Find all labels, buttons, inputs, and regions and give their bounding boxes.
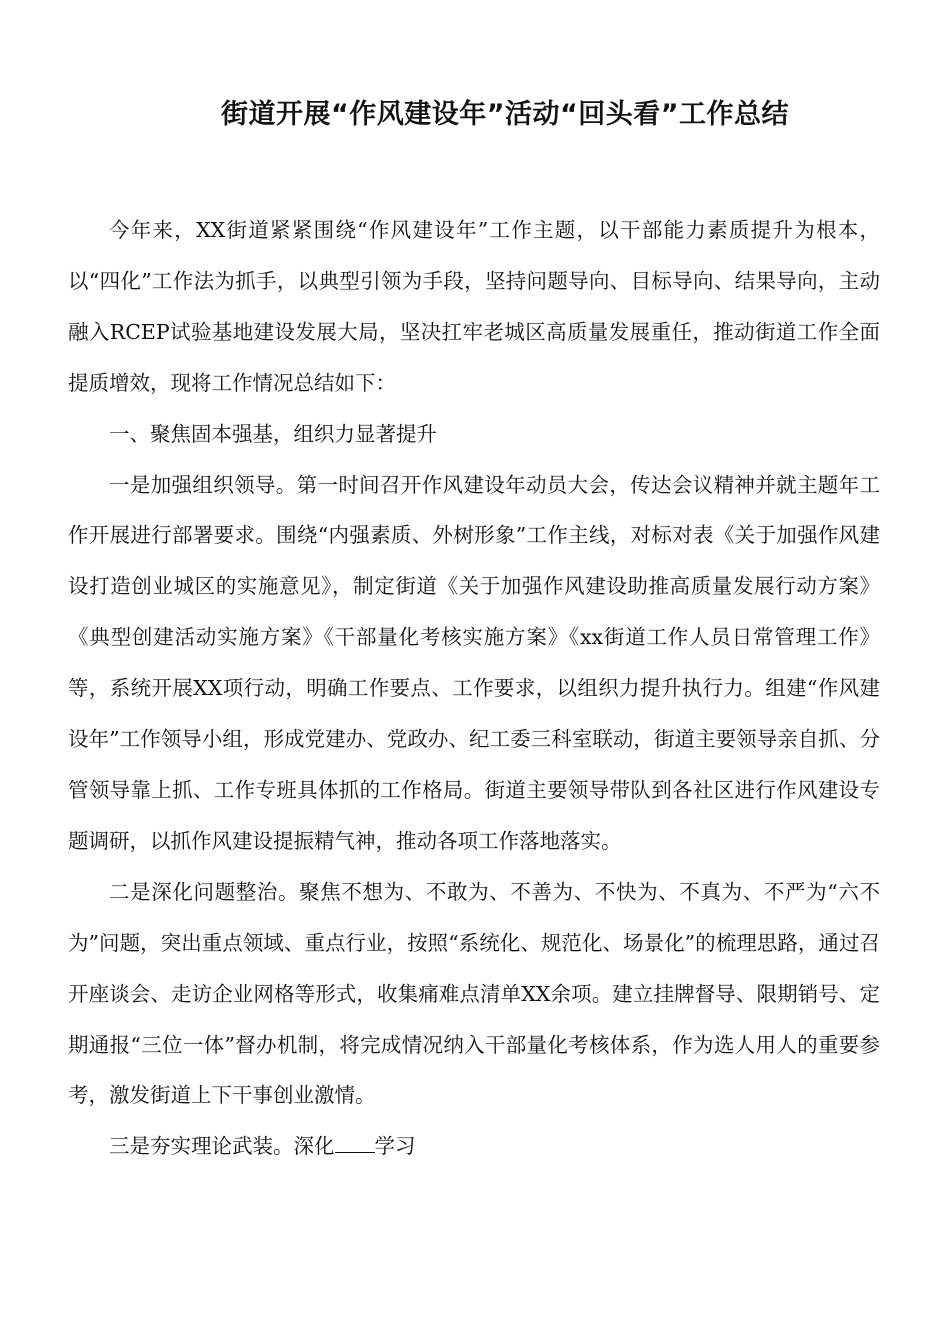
paragraph-text-before-blank: 三是夯实理论武装。深化 (109, 1134, 335, 1159)
section-heading: 一、聚焦固本强基，组织力显著提升 (109, 421, 437, 446)
document-body (68, 205, 880, 1172)
body-paragraph: 二是深化问题整治。聚焦不想为、不敢为、不善为、不快为、不真为、不严为“六不为”问题，突出重点领域、重点行业，按照“系统化、规范化、场景化”的梳理思路，通过召开座谈会、走访企业网格等形式，收集痛难点清单XX余项。建立挂牌督导、限期销号、定期通报“三位一体”督办机制，将完成情况纳入干部量化考核体系，作为选人用人的重要参考，激发街道上下干事创业激情。 (68, 879, 880, 1108)
paragraph-text-after-blank: 学习 (374, 1134, 416, 1159)
body-paragraph: 一是加强组织领导。第一时间召开作风建设年动员大会，传达会议精神并就主题年工作开展进行部署要求。围绕“内强素质、外树形象”工作主线，对标对表《关于加强作风建设打造创业城区的实施意见》，制定街道《关于加强作风建设助推高质量发展行动方案》《典型创建活动实施方案》《干部量化考核实施方案》《xx街道工作人员日常管理工作》等，系统开展XX项行动，明确工作要点、工作要求，以组织力提升执行力。组建“作风建设年”工作领导小组，形成党建办、党政办、纪工委三科室联动，街道主要领导亲自抓、分管领导靠上抓、工作专班具体抓的工作格局。街道主要领导带队到各社区进行作风建设专题调研，以抓作风建设提振精气神，推动各项工作落地落实。 (68, 472, 880, 853)
body-paragraph-truncated (68, 1121, 880, 1172)
fill-in-blank-line (335, 1134, 375, 1153)
intro-paragraph: 今年来，XX街道紧紧围绕“作风建设年”工作主题，以干部能力素质提升为根本，以“四化”工作法为抓手，以典型引领为手段，坚持问题导向、目标导向、结果导向，主动融入RCEP试验基地建设发展大局，坚决扛牢老城区高质量发展重任，推动街道工作全面提质增效，现将工作情况总结如下： (68, 218, 880, 395)
document-title: 街道开展“作风建设年”活动“回头看”工作总结 (221, 99, 789, 130)
